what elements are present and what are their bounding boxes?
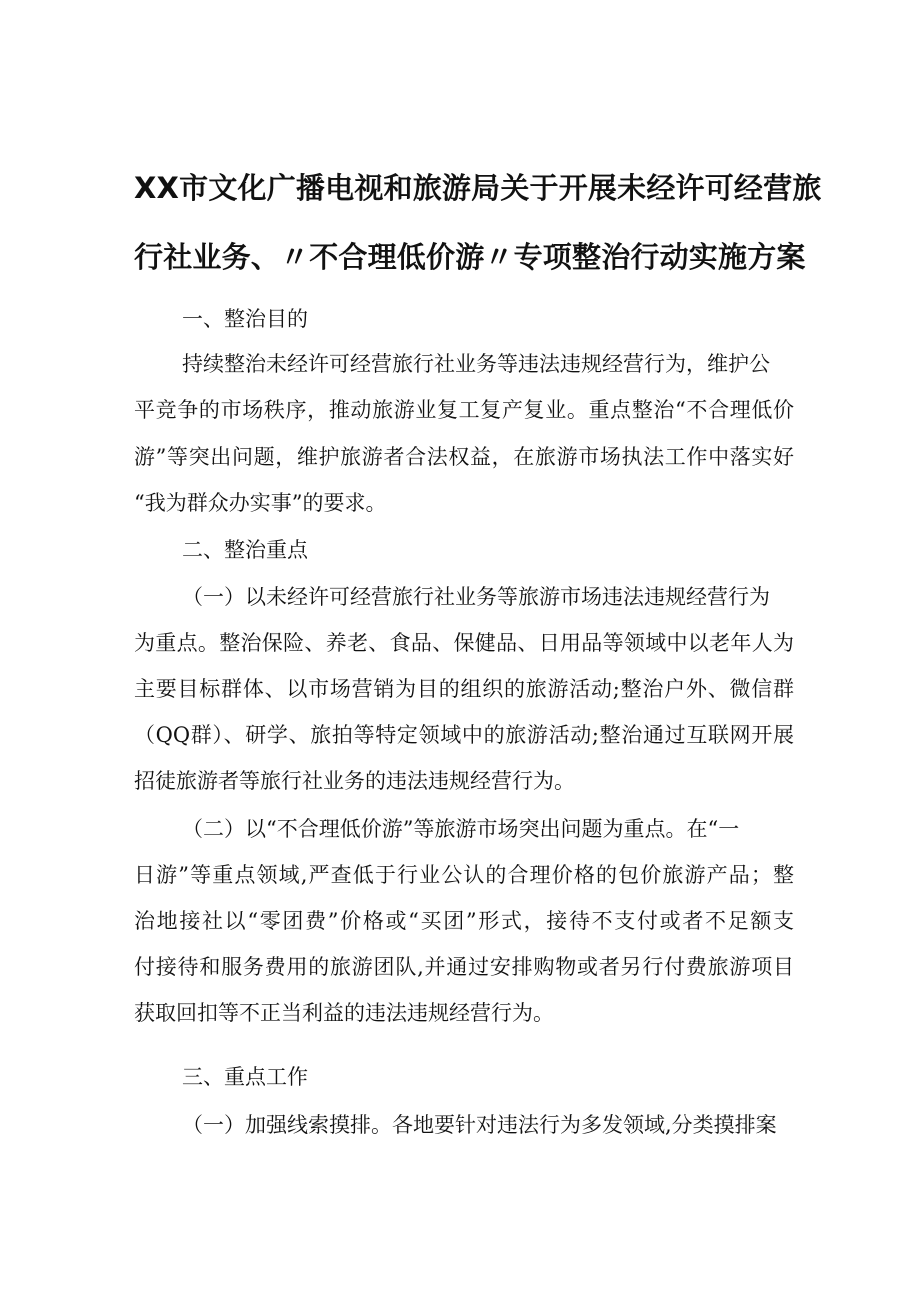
paragraph-line: 游”等突出问题，维护旅游者合法权益，在旅游市场执法工作中落实好 [134, 445, 794, 469]
paragraph-line: 主要目标群体、以市场营销为目的组织的旅游活动;整治户外、微信群 [134, 677, 794, 701]
section-heading-1: 一、整治目的 [182, 307, 308, 331]
section-heading-3: 三、重点工作 [182, 1065, 308, 1089]
paragraph-line: 付接待和服务费用的旅游团队,并通过安排购物或者另行付费旅游项目 [134, 955, 794, 979]
paragraph-line: 治地接社以“零团费”价格或“买团”形式，接待不支付或者不足额支 [134, 909, 794, 933]
paragraph-line: 为重点。整治保险、养老、食品、保健品、日用品等领域中以老年人为 [134, 631, 794, 655]
paragraph-line: 平竞争的市场秩序，推动旅游业复工复产复业。重点整治“不合理低价 [134, 398, 794, 422]
paragraph-line: 日游”等重点领域,严查低于行业公认的合理价格的包价旅游产品；整 [134, 863, 794, 887]
section-heading-2: 二、整治重点 [182, 538, 308, 562]
paragraph-line: “我为群众办实事”的要求。 [134, 491, 387, 515]
paragraph-line: 持续整治未经许可经营旅行社业务等违法违规经营行为，维护公 [182, 352, 770, 376]
paragraph-line: （一）加强线索摸排。各地要针对违法行为多发领域,分类摸排案 [182, 1113, 777, 1137]
paragraph-line: （二）以“不合理低价游”等旅游市场突出问题为重点。在“一 [182, 817, 740, 841]
paragraph-line: （一）以未经许可经营旅行社业务等旅游市场违法违规经营行为 [182, 585, 770, 609]
document-title-line-1: XX市文化广播电视和旅游局关于开展未经许可经营旅 [134, 171, 822, 205]
paragraph-line: 招徒旅游者等旅行社业务的违法违规经营行为。 [134, 769, 575, 793]
paragraph-line: （QQ群）、研学、旅拍等特定领域中的旅游活动;整治通过互联网开展 [134, 723, 794, 747]
document-title-line-2: 行社业务、〃不合理低价游〃专项整治行动实施方案 [134, 240, 806, 274]
paragraph-line: 获取回扣等不正当利益的违法违规经营行为。 [134, 1001, 554, 1025]
